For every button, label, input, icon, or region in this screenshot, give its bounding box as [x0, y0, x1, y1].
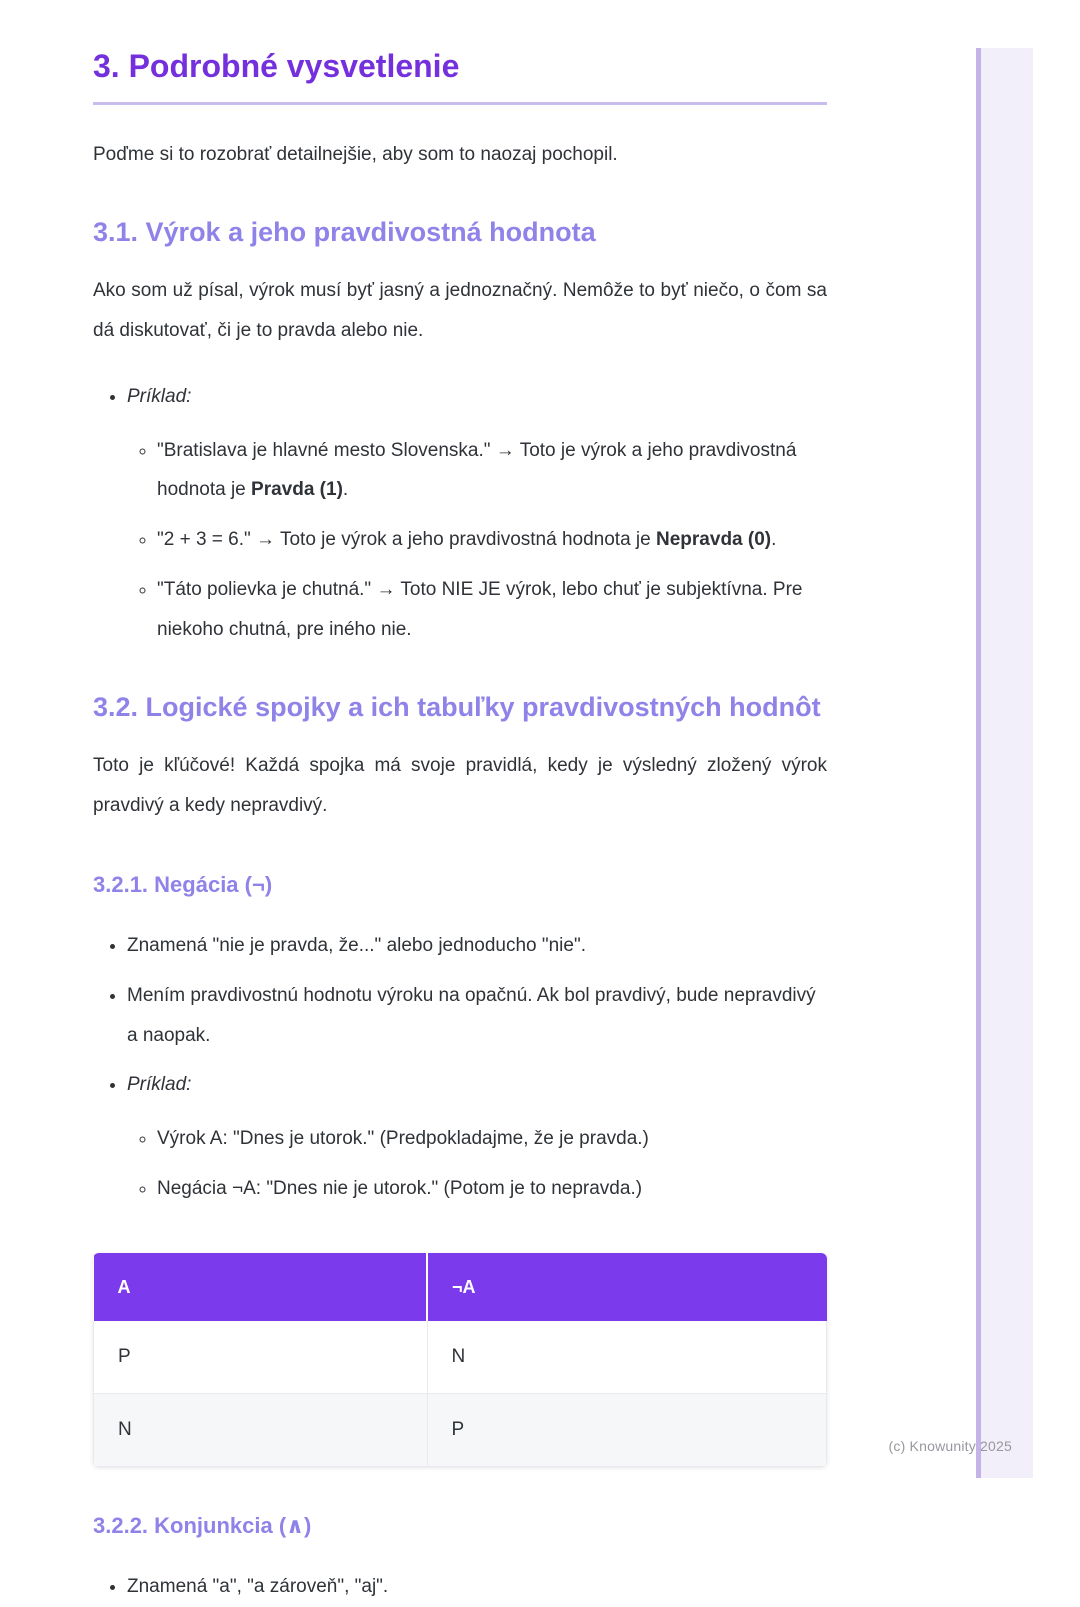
page-title: 3. Podrobné vysvetlenie [93, 48, 460, 84]
example-text: "2 + 3 = 6." → Toto je výrok a jeho pravdivostná hodnota je [157, 529, 657, 551]
negation-truth-table [93, 1253, 827, 1467]
section-321-heading: 3.2.1. Negácia (¬) [93, 871, 273, 897]
list-item: • Znamená "nie je pravda, že..." alebo jednoducho "nie". [127, 926, 827, 966]
truth-table-header-row [94, 1253, 827, 1321]
section-31-list [93, 377, 827, 650]
example-text: "Bratislava je hlavné mesto Slovenska." → Toto je výrok a jeho pravdivostná hodnota je [157, 439, 797, 501]
section-321-sublist [127, 1119, 827, 1209]
table-row [94, 1321, 827, 1394]
section-32-heading: 3.2. Logické spojky a ich tabuľky pravdivostných hodnôt [93, 692, 821, 723]
truth-table-header-a: A [94, 1253, 428, 1321]
intro-paragraph: Poďme si to rozobrať detailnejšie, aby som to naozaj pochopil. [93, 144, 618, 165]
table-cell: P [94, 1321, 428, 1394]
list-item [127, 1065, 827, 1209]
section-31-heading: 3.1. Výrok a jeho pravdivostná hodnota [93, 216, 596, 247]
list-item: • Znamená "a", "a zároveň", "aj". [127, 1567, 827, 1607]
example-bold: Pravda (1) [251, 479, 343, 501]
example-label: Príklad: [127, 1074, 192, 1096]
example-label: Príklad: [127, 385, 192, 407]
truth-table-header-not-a: ¬A [427, 1253, 827, 1321]
table-cell: P [427, 1394, 827, 1467]
title-underline [93, 102, 827, 105]
right-margin-band [976, 48, 1033, 1478]
section-31-paragraph: Ako som už písal, výrok musí byť jasný a jednoznačný. Nemôže to byť niečo, o čom sa dá diskutovať, či je to pravda alebo nie. [93, 279, 827, 341]
example-bold: Nepravda (0) [656, 529, 772, 551]
list-item [157, 520, 827, 560]
section-321-list [93, 926, 827, 1209]
list-item [157, 431, 827, 511]
table-cell: N [427, 1321, 827, 1394]
example-text: . [342, 479, 349, 501]
list-item: ◦ Výrok A: "Dnes je utorok." (Predpokladajme, že je pravda.) [157, 1119, 827, 1159]
example-text: . [771, 529, 777, 551]
section-322-list [93, 1567, 827, 1607]
list-item: • Mením pravdivostnú hodnotu výroku na opačnú. Ak bol pravdivý, bude nepravdivý a naopak. [127, 976, 827, 1056]
example-text: "Táto polievka je chutná." → Toto NIE JE výrok, lebo chuť je subjektívna. Pre niekoho chutná, pre iného nie. [157, 579, 803, 641]
table-cell: N [94, 1394, 428, 1467]
section-322-heading: 3.2.2. Konjunkcia (∧) [93, 1513, 312, 1539]
list-item [127, 377, 827, 650]
document-page [93, 46, 827, 1607]
section-32-paragraph: Toto je kľúčové! Každá spojka má svoje pravidlá, kedy je výsledný zložený výrok pravdivý a kedy nepravdivý. [93, 755, 827, 816]
list-item [157, 570, 827, 650]
copyright-notice: (c) Knowunity 2025 [888, 1438, 1012, 1454]
table-row [94, 1394, 827, 1467]
section-31-sublist [127, 431, 827, 650]
list-item: ◦ Negácia ¬A: "Dnes nie je utorok." (Potom je to nepravda.) [157, 1169, 827, 1209]
